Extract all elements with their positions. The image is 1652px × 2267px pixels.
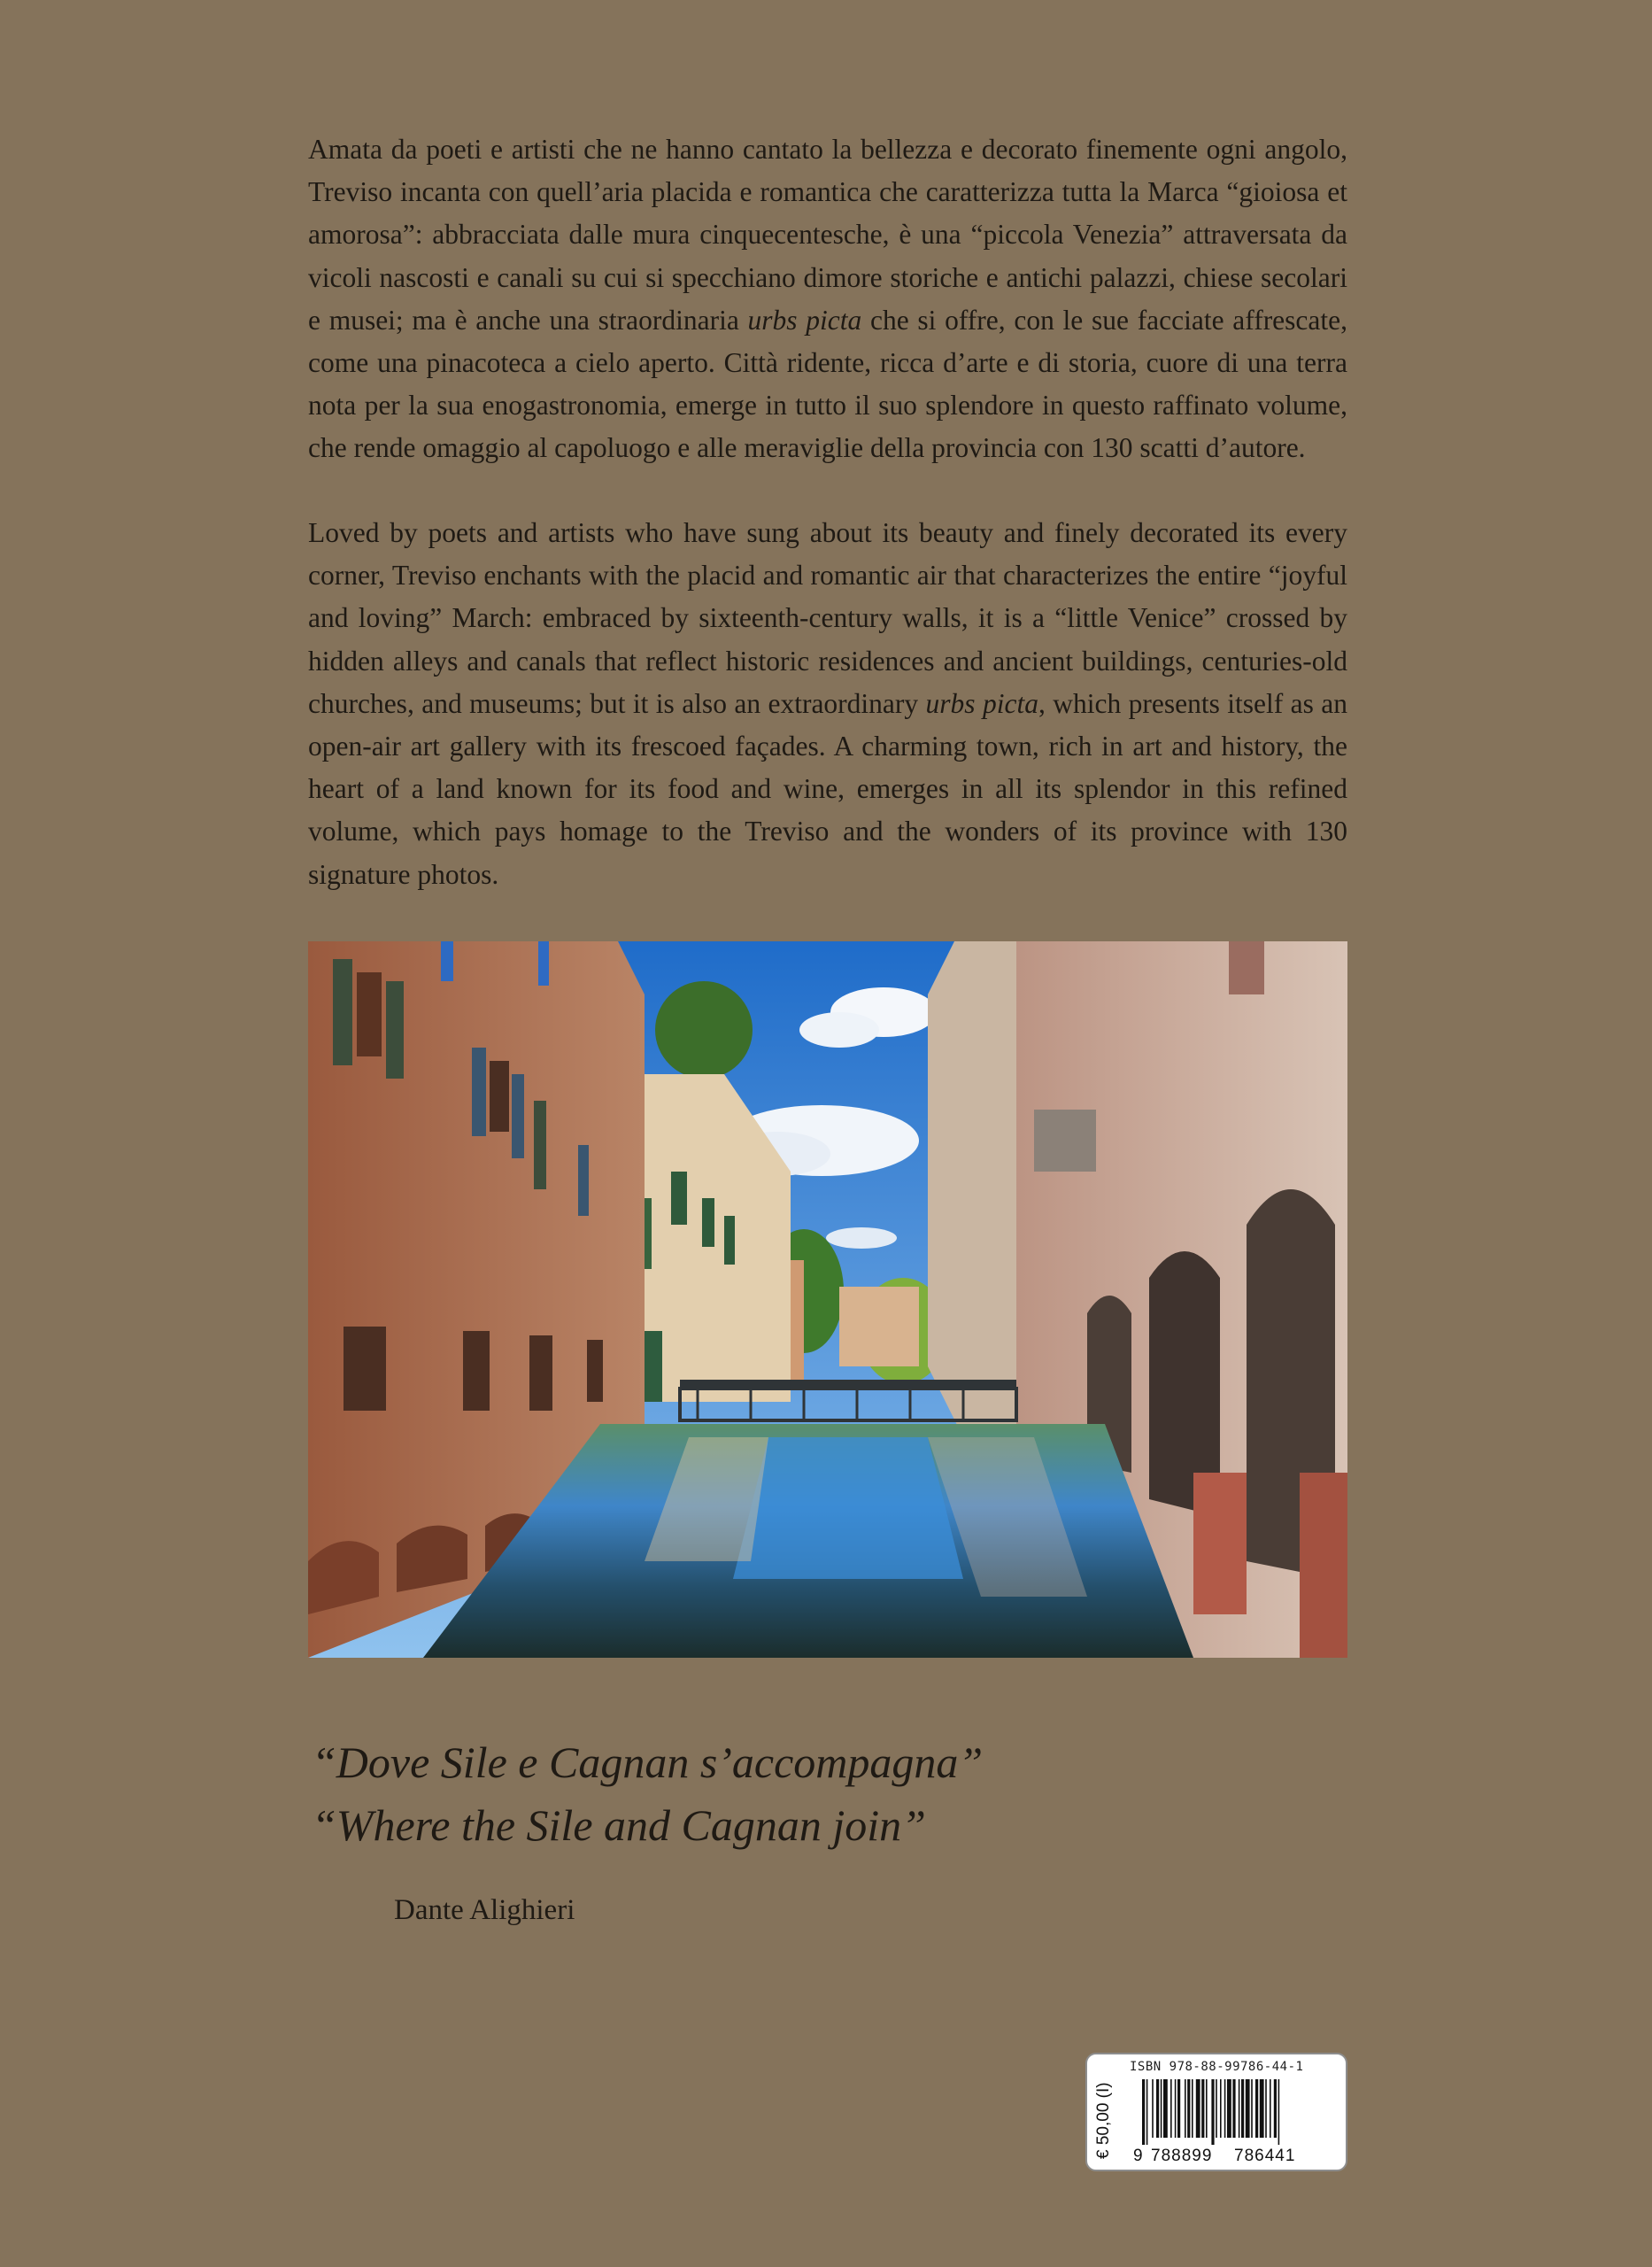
- barcode-bar: [1232, 2079, 1235, 2138]
- barcode-group-2: 786441: [1234, 2147, 1296, 2165]
- barcode-bar: [1216, 2079, 1217, 2138]
- barcode-bar: [1274, 2079, 1277, 2138]
- isbn-text: ISBN 978-88-99786-44-1: [1130, 2060, 1304, 2074]
- english-emphasis: urbs picta: [925, 687, 1038, 719]
- quote-italian: “Dove Sile e Cagnan s’accompagna”: [312, 1737, 984, 1787]
- barcode-bar: [1265, 2079, 1267, 2138]
- barcode-bar: [1201, 2079, 1204, 2138]
- barcode-bar: [1170, 2079, 1172, 2138]
- barcode-bar: [1220, 2079, 1222, 2138]
- barcode-bar: [1152, 2079, 1154, 2138]
- barcode-bar: [1206, 2079, 1208, 2138]
- barcode-bar: [1239, 2079, 1240, 2138]
- english-text-end: , which presents itself as an open-air art gallery with its frescoed façades. A charming town, rich in art and history, the heart of a land known for its food and wine, emerges in all its splendor in this refined volume, which pays homage to the Treviso and the wonders of its province with 130 signature photos.: [308, 687, 1347, 890]
- barcode-bar: [1175, 2079, 1177, 2138]
- barcode-bar: [1260, 2079, 1264, 2138]
- barcode-bar: [1142, 2079, 1145, 2145]
- barcode-bar: [1156, 2079, 1159, 2138]
- italian-text-end: che si offre, con le sue facciate affrescate, come una pinacoteca a cielo aperto. Città ridente, ricca d’arte e di storia, cuore di una terra nota per la sua enogastronomia, emerge in tutto il suo splendore in questo raffinato volume, che rende omaggio al capoluogo e alle meraviglie della provincia con 130 scatti d’autore.: [308, 304, 1347, 464]
- barcode-bar: [1211, 2079, 1214, 2145]
- italian-description: [308, 128, 1347, 470]
- barcode-bar: [1278, 2079, 1280, 2145]
- barcode-bar: [1187, 2079, 1190, 2138]
- barcode-bar: [1146, 2079, 1148, 2145]
- quote-author: Dante Alighieri: [394, 1894, 575, 1926]
- barcode-bar: [1270, 2079, 1271, 2138]
- barcode-bar: [1251, 2079, 1253, 2138]
- barcode-bar: [1192, 2079, 1193, 2138]
- barcode-bars: [1142, 2079, 1339, 2145]
- barcode-group-1: 788899: [1151, 2147, 1213, 2165]
- barcode-bar: [1241, 2079, 1244, 2138]
- quote-english: “Where the Sile and Cagnan join”: [312, 1800, 926, 1850]
- barcode-label: [1085, 2053, 1347, 2171]
- barcode-first-digit: 9: [1133, 2147, 1144, 2165]
- barcode-bar: [1177, 2079, 1180, 2138]
- barcode-bar: [1255, 2079, 1258, 2138]
- english-text-start: Loved by poets and artists who have sung about its beauty and finely decorated its every corner, Treviso enchants with the placid and romantic air that characterizes the entire “joyful and loving” March: embraced by sixteenth-century walls, it is a “little Venice” crossed by hidden alleys and canals that reflect historic residences and ancient buildings, centuries-old churches, and museums; but it is also an extraordinary: [308, 517, 1347, 719]
- barcode-bar: [1185, 2079, 1186, 2138]
- barcode-bar: [1161, 2079, 1162, 2138]
- barcode-bar: [1196, 2079, 1200, 2138]
- italian-emphasis: urbs picta: [747, 304, 862, 336]
- barcode-bar: [1224, 2079, 1226, 2138]
- english-description: [308, 512, 1347, 896]
- italian-text-start: Amata da poeti e artisti che ne hanno cantato la bellezza e decorato finemente ogni angolo, Treviso incanta con quell’aria placida e romantica che caratterizza tutta la Marca “gioiosa et amorosa”: abbracciata dalle mura cinquecentesche, è una “piccola Venezia” attraversata da vicoli nascosti e canali su cui si specchiano dimore storiche e antichi palazzi, chiese secolari e musei; ma è anche una straordinaria: [308, 134, 1347, 336]
- barcode-bar: [1227, 2079, 1231, 2138]
- barcode-bar: [1246, 2079, 1250, 2138]
- barcode-bar: [1163, 2079, 1168, 2138]
- canal-photo: [308, 941, 1347, 1658]
- price-label: € 50,00 (I): [1094, 2082, 1113, 2159]
